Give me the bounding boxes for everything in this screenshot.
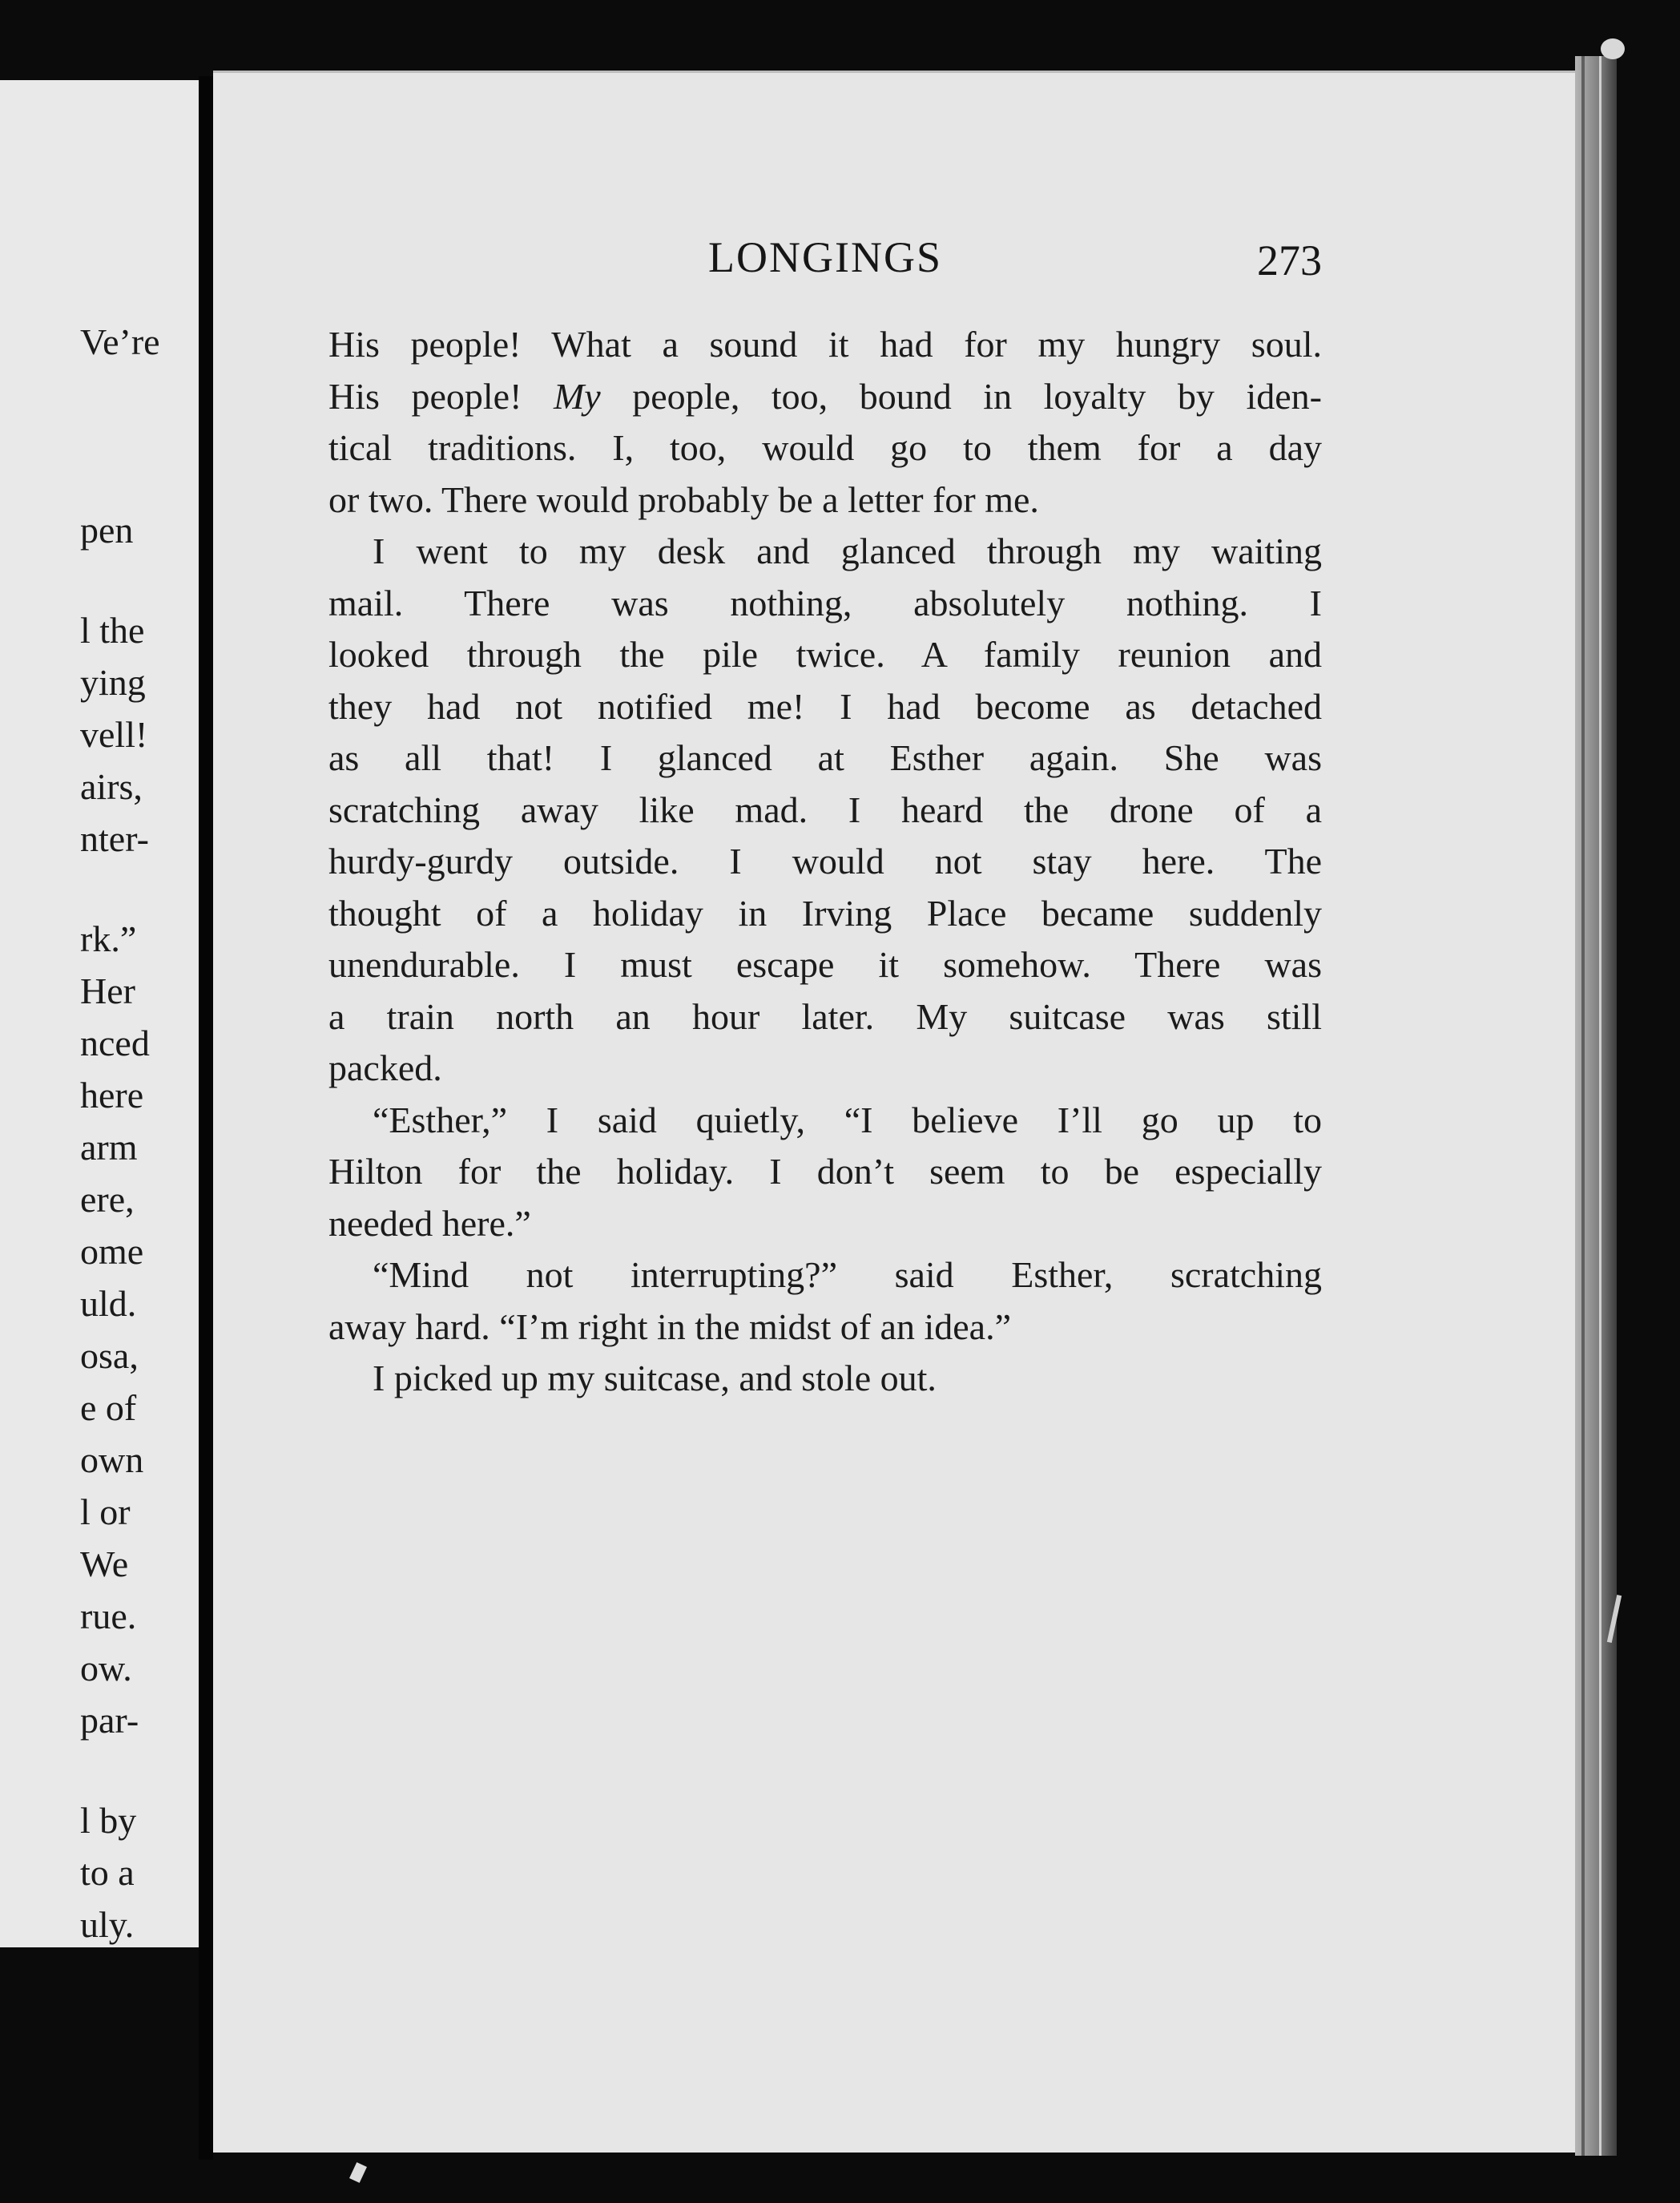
left-page-line: ome <box>80 1231 144 1272</box>
left-page-line: here <box>80 1075 144 1116</box>
left-page-line: ere, <box>80 1179 135 1220</box>
left-page-line: uly. <box>80 1904 135 1945</box>
book-gutter <box>199 76 213 2160</box>
left-page-line: vell! <box>80 714 148 755</box>
left-page-line: arm <box>80 1127 138 1168</box>
body-text <box>328 319 1322 1405</box>
page-number: 273 <box>1257 236 1322 284</box>
left-page-line: pen <box>80 510 134 551</box>
left-page-line: nced <box>80 1023 150 1063</box>
emphasis: My <box>553 375 601 417</box>
left-page-line: l by <box>80 1800 137 1841</box>
left-page-line: We <box>80 1543 129 1584</box>
left-page-line: ying <box>80 662 146 703</box>
text-line: packed. <box>328 1047 442 1088</box>
left-page-line: uld. <box>80 1283 137 1324</box>
text-line: scratching away like mad. I heard the drone of a <box>328 789 1322 830</box>
left-page-line: l or <box>80 1491 131 1532</box>
left-page-line: Ve’re <box>80 321 160 362</box>
text-line: His people! My people, too, bound in loyalty by iden- <box>328 375 1322 417</box>
text-line: unendurable. I must escape it somehow. There was <box>328 944 1322 985</box>
scan-speck <box>1601 38 1625 59</box>
text-line: Hilton for the holiday. I don’t seem to be especially <box>328 1151 1322 1192</box>
left-page-line: e of <box>80 1387 137 1428</box>
text-line: a train north an hour later. My suitcase was still <box>328 995 1322 1037</box>
left-page-line: ow. <box>80 1648 132 1689</box>
left-page-line: l the <box>80 610 145 651</box>
text-line: tical traditions. I, too, would go to them for a day <box>328 427 1322 468</box>
left-page-line: osa, <box>80 1335 139 1376</box>
text-line: His people! What a sound it had for my hungry soul. <box>328 324 1322 365</box>
text-line: I went to my desk and glanced through my waiting <box>373 531 1322 571</box>
text-line: “Mind not interrupting?” said Esther, scratching <box>373 1254 1322 1295</box>
left-page-line: nter- <box>80 818 149 859</box>
left-page-line: rk.” <box>80 918 137 959</box>
running-head <box>328 232 1322 288</box>
left-page-line: airs, <box>80 766 143 807</box>
left-page-line: to a <box>80 1852 135 1893</box>
page-edge-stack <box>1575 56 1617 2156</box>
text-line: thought of a holiday in Irving Place became suddenly <box>328 892 1322 934</box>
text-line: looked through the pile twice. A family reunion and <box>328 634 1322 675</box>
text-line: I picked up my suitcase, and stole out. <box>373 1358 937 1398</box>
text-line: as all that! I glanced at Esther again. She was <box>328 737 1322 778</box>
left-page-line: own <box>80 1439 144 1480</box>
text-line: hurdy-gurdy outside. I would not stay here. The <box>328 841 1322 882</box>
text-line: or two. There would probably be a letter for me. <box>328 478 1039 520</box>
text-line: they had not notified me! I had become as detached <box>328 685 1322 727</box>
text-line: mail. There was nothing, absolutely nothing. I <box>328 582 1322 623</box>
left-page-line: Her <box>80 970 135 1011</box>
left-page-line: par- <box>80 1700 139 1741</box>
running-title: LONGINGS <box>708 233 942 281</box>
text-line: away hard. “I’m right in the midst of an idea.” <box>328 1305 1011 1347</box>
text-line: “Esther,” I said quietly, “I believe I’ll go up to <box>373 1099 1322 1140</box>
previous-page-fragment <box>0 80 199 1947</box>
text-line: needed here.” <box>328 1202 531 1244</box>
left-page-line: rue. <box>80 1596 137 1636</box>
